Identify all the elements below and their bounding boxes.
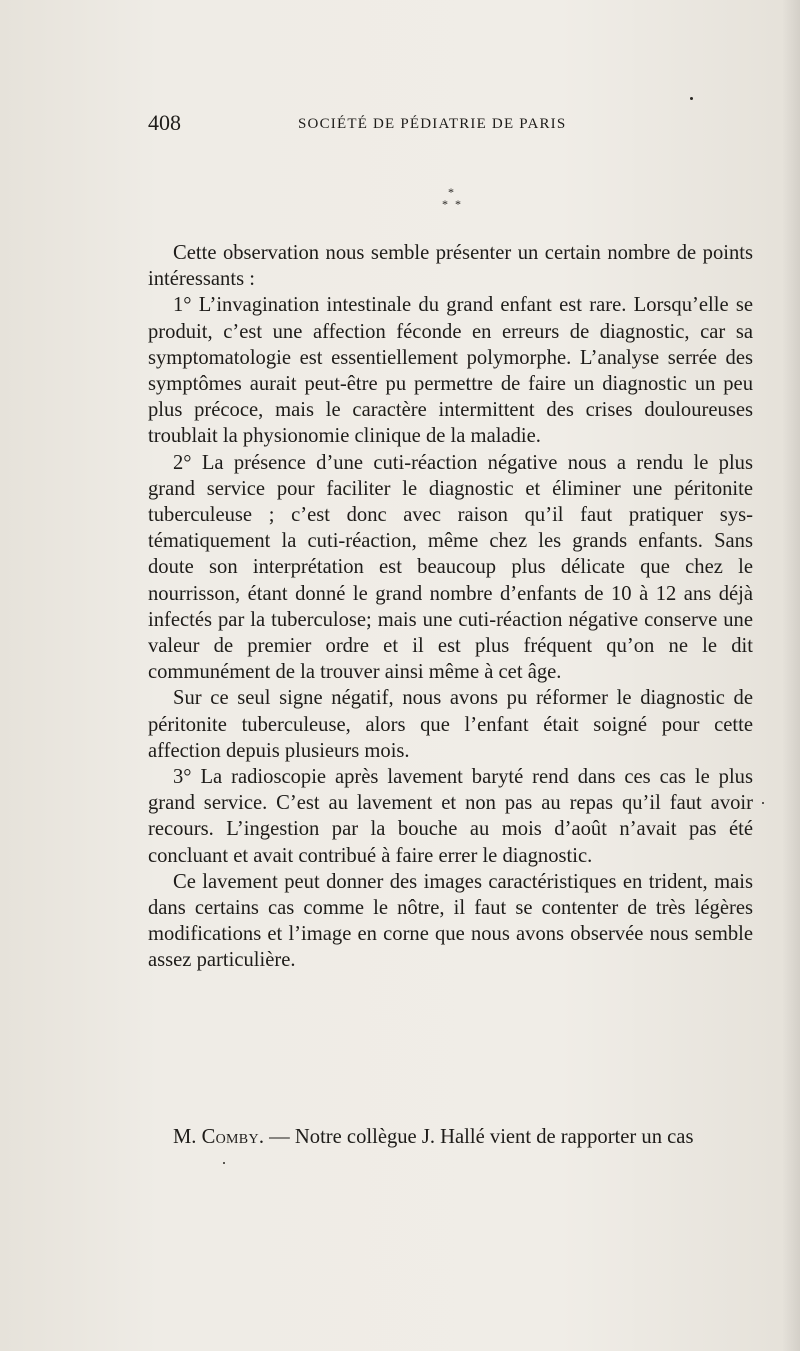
paragraph-comby (148, 1124, 753, 1150)
page-header (148, 108, 753, 138)
asterisk-right: * (455, 197, 461, 211)
paper-speck (223, 1162, 225, 1164)
speaker-name: Comby (201, 1126, 259, 1148)
paper-speck (690, 97, 693, 100)
body-text (148, 240, 753, 974)
paragraph-lavement: Ce lavement peut donner des images caractéristiques en trident, mais dans certains cas comme le nôtre, il faut se contenter de très légères modifications et l’image en corne que nous avons observée nous semble assez particulière. (148, 870, 753, 972)
speaker-prefix: M. (173, 1126, 202, 1148)
paragraph-intro: Cette observation nous semble présenter un certain nombre de points intéressants : (148, 242, 753, 291)
comby-text: . — Notre collègue J. Hallé vient de rapporter un cas (258, 1126, 694, 1148)
asterisk-left: * (442, 197, 448, 211)
asterisk-top: * (448, 185, 454, 199)
paper-speck (762, 802, 764, 804)
paragraph-negative-sign: Sur ce seul signe négatif, nous avons pu réformer le diagnostic de péritonite tuberculeuse, alors que l’enfant était soigné pour cette affection depuis plusieurs mois. (148, 687, 753, 762)
paragraph-point-3: 3° La radioscopie après lavement baryté rend dans ces cas le plus grand service. C’est au lavement et non pas au repas qu’il faut avoir recours. L’ingestion par la bouche au mois d’août n’avait pas été concluant et avait contribué à faire errer le diagnostic. (148, 766, 753, 867)
paragraph-point-1: 1° L’invagination intestinale du grand enfant est rare. Lorsqu’elle se produit, c’est une affection féconde en erreurs de diagnostic, car sa symptomatologie est essentiellement polymorphe. L’analyse serrée des symptômes aurait peut-être pu permettre de faire un diagnostic un peu plus précoce, mais le caractère intermittent des crises douloureuses troublait la physionomie clinique de la maladie. (148, 294, 753, 448)
page-number: 408 (148, 110, 181, 135)
paragraph-point-2: 2° La présence d’une cuti-réaction négative nous a rendu le plus grand service pour faciliter le diagnostic et éliminer une péritonite tuberculeuse ; c’est donc avec raison qu’il faut pratiquer systématiquement la cuti-réaction, même chez les grands enfants. Sans doute son interprétation est beaucoup plus délicate que chez le nourrisson, étant donné le grand nombre d’enfants de 10 à 12 ans déjà infectés par la tuberculose; mais une cuti-réaction négative conserve une valeur de premier ordre et il est plus fréquent qu’on ne le dit communément de la trouver ainsi même à cet âge. (148, 451, 753, 684)
running-title: SOCIÉTÉ DE PÉDIATRIE DE PARIS (298, 116, 567, 132)
section-separator (0, 180, 800, 220)
